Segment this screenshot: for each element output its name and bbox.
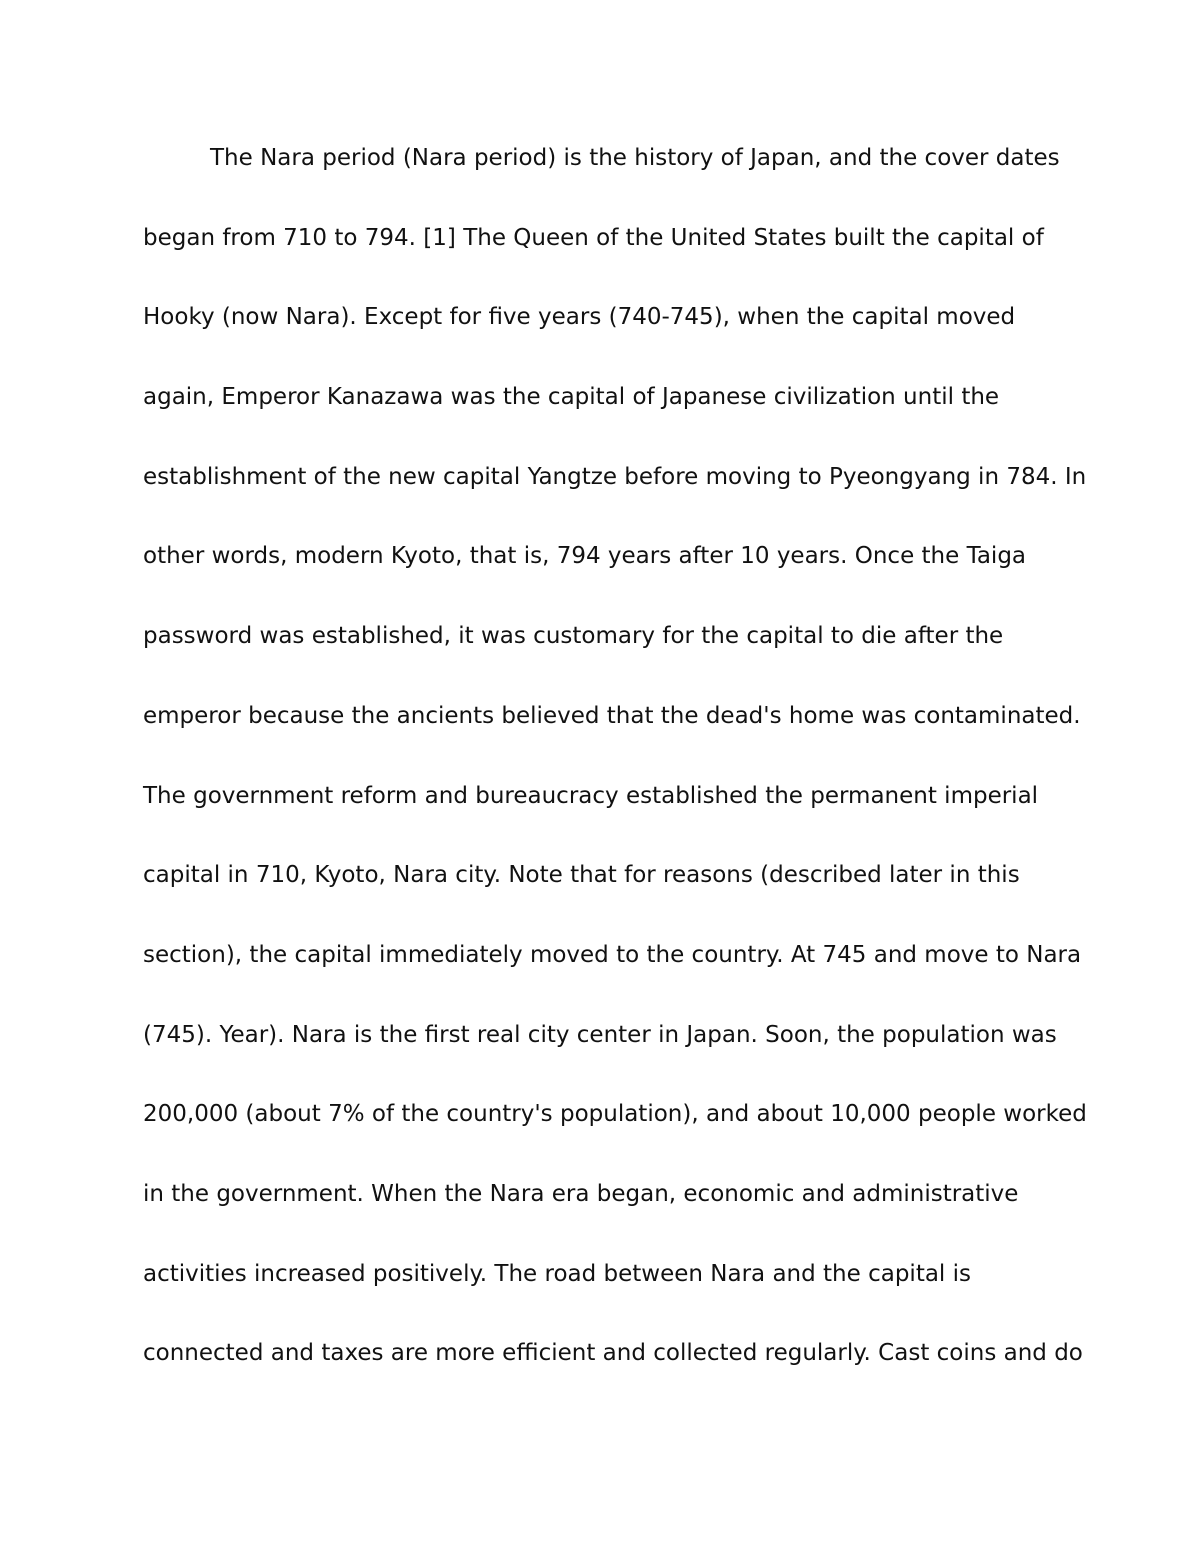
body-paragraph (143, 138, 1087, 1413)
paragraph-line: capital in 710, Kyoto, Nara city. Note that for reasons (described later in this (143, 862, 1020, 889)
paragraph-line: emperor because the ancients believed that the dead's home was contaminated. (143, 702, 1081, 729)
paragraph-line: other words, modern Kyoto, that is, 794 years after 10 years. Once the Taiga (143, 543, 1027, 570)
paragraph-line: Hooky (now Nara). Except for five years (740-745), when the capital moved (143, 304, 1016, 331)
paragraph-line: in the government. When the Nara era began, economic and administrative (143, 1180, 1019, 1207)
paragraph-line: establishment of the new capital Yangtze before moving to Pyeongyang in 784. In (143, 463, 1087, 490)
paragraph-line: password was established, it was customary for the capital to die after the (143, 623, 1004, 650)
paragraph-line: section), the capital immediately moved to the country. At 745 and move to Nara (143, 941, 1082, 968)
paragraph-line: 200,000 (about 7% of the country's population), and about 10,000 people worked (143, 1101, 1087, 1128)
paragraph-line: connected and taxes are more efficient and collected regularly. Cast coins and do (143, 1340, 1083, 1367)
paragraph-line: (745). Year). Nara is the first real city center in Japan. Soon, the population was (143, 1021, 1057, 1048)
paragraph-line: The government reform and bureaucracy established the permanent imperial (143, 782, 1039, 809)
paragraph-line: again, Emperor Kanazawa was the capital of Japanese civilization until the (143, 384, 1000, 411)
paragraph-line: began from 710 to 794. [1] The Queen of the United States built the capital of (143, 224, 1044, 251)
paragraph-line: The Nara period (Nara period) is the history of Japan, and the cover dates (210, 145, 1060, 171)
paragraph-line: activities increased positively. The road between Nara and the capital is (143, 1260, 972, 1287)
